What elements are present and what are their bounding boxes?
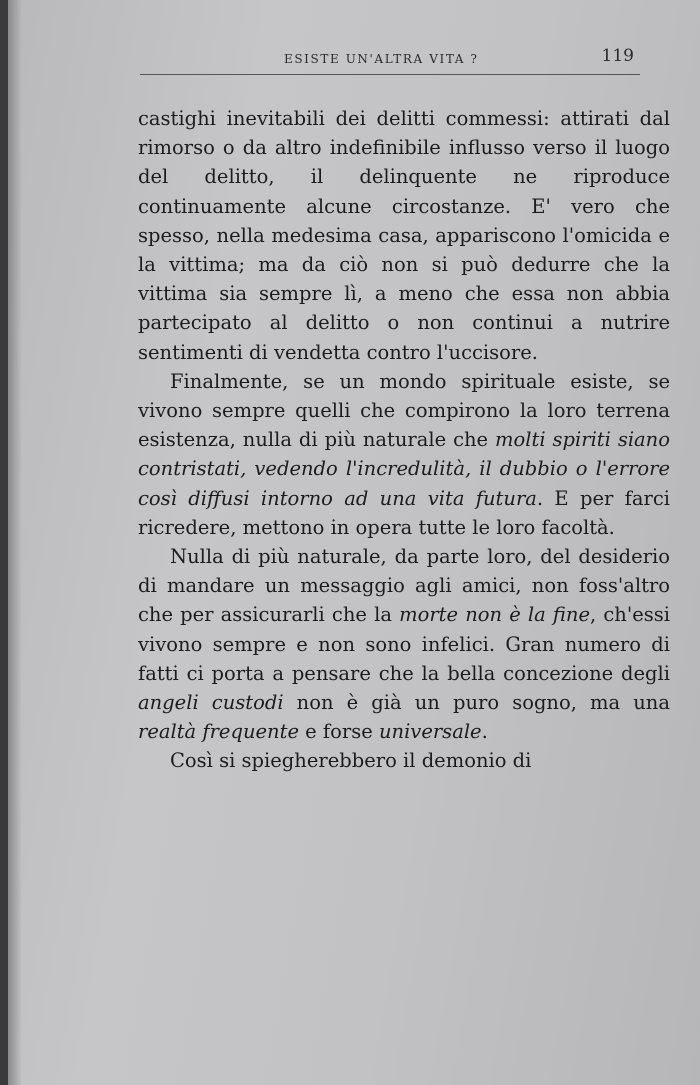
paragraph-text: Così si spiegherebbero il demonio di [170,749,532,773]
italic-text: molti spiriti siano contristati, vedendo l'incredulità, il dubbio o l'errore così diffusi intorno ad una vita futura [138,428,670,510]
paragraph-1 [138,104,670,367]
header-rule [140,74,640,75]
paragraph-text: . E per farci ricredere, mettono in opera tutte le loro facoltà. [138,486,670,539]
paragraph-text: Finalmente, se un mondo spirituale esiste, se vivono sempre quelli che compirono la loro terrena esistenza, nulla di più naturale che [138,369,670,452]
page-edge-shadow [8,0,22,1085]
italic-text: angeli custodi [138,691,284,715]
page-number: 119 [601,46,634,66]
italic-text: morte non è la fine [399,603,591,627]
paragraph-text: Nulla di più naturale, da parte loro, del desiderio di mandare un messaggio agli amici, non foss'altro che per assicurarli che la [138,545,670,627]
paragraph-text: castighi inevitabili dei delitti commessi: attirati dal rimorso o da altro indefinibile influsso verso il luogo del delitto, il delinquente ne riproduce continuamente alcune circostanze. E' vero che spesso, nella medesima casa, appariscono l'omicida e la vittima; ma da ciò non si può dedurre che la vittima sia sempre lì, a meno che essa non abbia partecipato al delitto o non continui a nutrire sentimenti di vendetta contro l'uccisore. [138,107,670,364]
italic-text: universale [378,720,482,744]
paragraph-text: . [481,720,488,744]
paragraph-4 [138,746,670,775]
italic-text: realtà frequente [138,720,299,744]
paragraph-text: , ch'essi vivono sempre e non sono infelici. Gran numero di fatti ci porta a pensare che la bella concezione degli [138,603,670,685]
paragraph-text: e forse [298,720,379,744]
paragraph-2 [138,367,670,542]
paragraph-3 [138,542,670,746]
running-title: ESISTE UN'ALTRA VITA ? [284,52,479,66]
body-text [138,104,670,776]
page-header [132,44,640,70]
paragraph-text: non è già un puro sogno, ma una [283,691,670,715]
